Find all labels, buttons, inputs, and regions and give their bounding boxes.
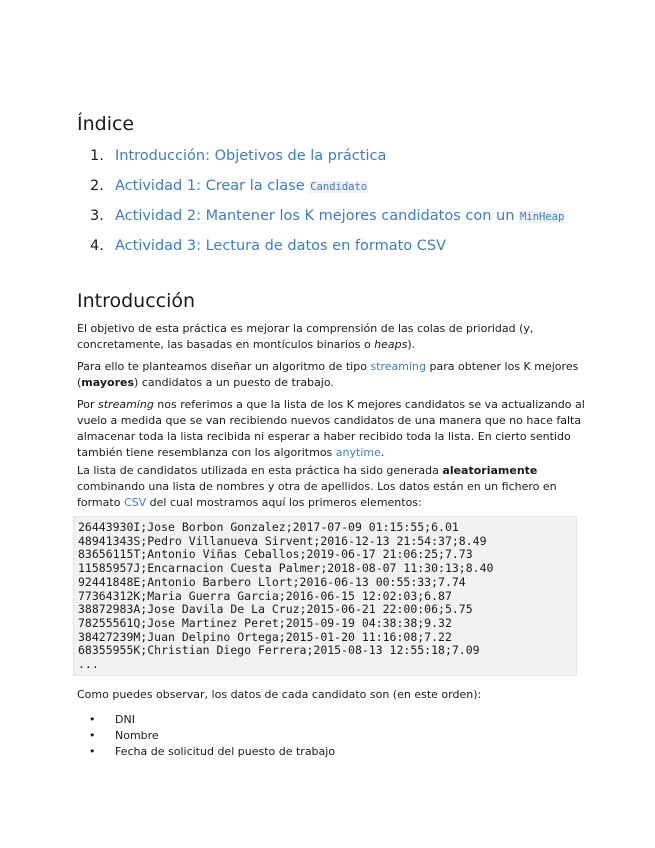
paragraph-fields-intro: Como puedes observar, los datos de cada candidato son (en este orden):: [77, 688, 482, 701]
table-of-contents: [77, 146, 585, 266]
toc-link-code: Candidato: [310, 181, 368, 193]
toc-item: [77, 206, 585, 236]
toc-item-number: 3.: [90, 208, 104, 224]
link-anytime[interactable]: anytime: [335, 446, 381, 459]
code-line: 38872983A;Jose Davila De La Cruz;2015-06-21 22:00:06;5.75: [78, 602, 473, 617]
code-line: 83656115T;Antonio Viñas Ceballos;2019-06-17 21:06:25;7.73: [78, 547, 473, 562]
code-line: 77364312K;Maria Guerra Garcia;2016-06-15 12:02:03;6.87: [78, 588, 452, 603]
list-item: [77, 712, 585, 728]
paragraph-text: del cual mostramos aquí los primeros elementos:: [146, 496, 422, 509]
paragraph-text: ).: [407, 338, 416, 351]
toc-link-label: Actividad 3: Lectura de datos en formato CSV: [115, 238, 447, 254]
paragraph-dataset: [77, 463, 585, 511]
paragraph-text: .: [380, 446, 385, 459]
strong-aleatoriamente: aleatoriamente: [442, 464, 538, 477]
toc-link-activity-1[interactable]: [115, 176, 368, 197]
toc-link-activity-2[interactable]: [115, 206, 565, 227]
code-line: 48941343S;Pedro Villanueva Sirvent;2016-12-13 21:54:37;8.49: [78, 533, 487, 548]
code-line: 78255561Q;Jose Martinez Peret;2015-09-19 04:38:38;9.32: [78, 615, 452, 630]
code-line: 92441848E;Antonio Barbero Llort;2016-06-13 00:55:33;7.74: [78, 574, 466, 589]
code-line: 68355955K;Christian Diego Ferrera;2015-08-13 12:55:18;7.09: [78, 643, 480, 658]
paragraph-text: Para ello te planteamos diseñar un algoritmo de tipo: [77, 360, 371, 373]
list-item-text: DNI: [115, 713, 135, 726]
code-line: ...: [78, 657, 99, 672]
toc-item-number: 1.: [90, 148, 104, 164]
toc-link-label: Actividad 2: Mantener los K mejores candidatos con un: [115, 208, 515, 224]
paragraph-streaming-intro: [77, 359, 585, 391]
index-heading: Índice: [77, 113, 135, 135]
code-line: 11585957J;Encarnacion Cuesta Palmer;2018-08-07 11:30:13;8.40: [78, 561, 494, 576]
emphasis-heaps: heaps: [374, 338, 408, 351]
toc-item-number: 4.: [90, 238, 104, 254]
paragraph-text: Por: [77, 398, 98, 411]
link-streaming[interactable]: streaming: [370, 360, 427, 373]
link-csv[interactable]: CSV: [123, 496, 147, 509]
emphasis-streaming: streaming: [98, 398, 154, 411]
toc-link-label: Actividad 1: Crear la clase: [115, 178, 305, 194]
strong-mayores: mayores: [81, 376, 135, 389]
fields-list: [77, 712, 585, 760]
bullet-marker: •: [89, 745, 96, 758]
paragraph-text: combinando una lista de nombres y otra de apellidos. Los datos están en un fichero en formato: [77, 480, 557, 509]
code-line: 26443930I;Jose Borbon Gonzalez;2017-07-09 01:15:55;6.01: [78, 520, 459, 534]
paragraph-streaming-definition: [77, 397, 585, 461]
toc-item: [77, 236, 585, 266]
paragraph-text: El objetivo de esta práctica es mejorar la comprensión de las colas de prioridad (y, concretamente, las basadas en montículos binarios o: [77, 322, 534, 351]
paragraph-text: ) candidatos a un puesto de trabajo.: [134, 376, 334, 389]
toc-item: [77, 176, 585, 206]
csv-code-block: [73, 516, 577, 676]
introduction-heading: Introducción: [77, 290, 196, 312]
toc-link-introduction[interactable]: [115, 146, 386, 166]
toc-link-activity-3[interactable]: [115, 236, 446, 256]
list-item: [77, 744, 585, 760]
paragraph-text: La lista de candidatos utilizada en esta práctica ha sido generada: [77, 464, 443, 477]
code-line: 38427239M;Juan Delpino Ortega;2015-01-20 11:16:08;7.22: [78, 629, 452, 644]
list-item-text: Fecha de solicitud del puesto de trabajo: [115, 745, 336, 758]
toc-link-label: Introducción: Objetivos de la práctica: [115, 148, 387, 164]
list-item: [77, 728, 585, 744]
paragraph-text: para obtener los K mejores (: [77, 360, 579, 389]
paragraph-objective: [77, 321, 585, 353]
bullet-marker: •: [89, 729, 96, 742]
paragraph-text: nos referimos a que la lista de los K mejores candidatos se va actualizando al vuelo a medida que se van recibiendo nuevos candidatos de una manera que no hace falta almacenar toda la lista recibida ni esperar a haber recibido toda la lista. En cierto sentido también tiene resemblanza con los algoritmos: [77, 398, 585, 459]
toc-item-number: 2.: [90, 178, 104, 194]
list-item-text: Nombre: [115, 729, 159, 742]
bullet-marker: •: [89, 713, 96, 726]
toc-item: [77, 146, 585, 176]
toc-link-code: MinHeap: [520, 211, 565, 223]
